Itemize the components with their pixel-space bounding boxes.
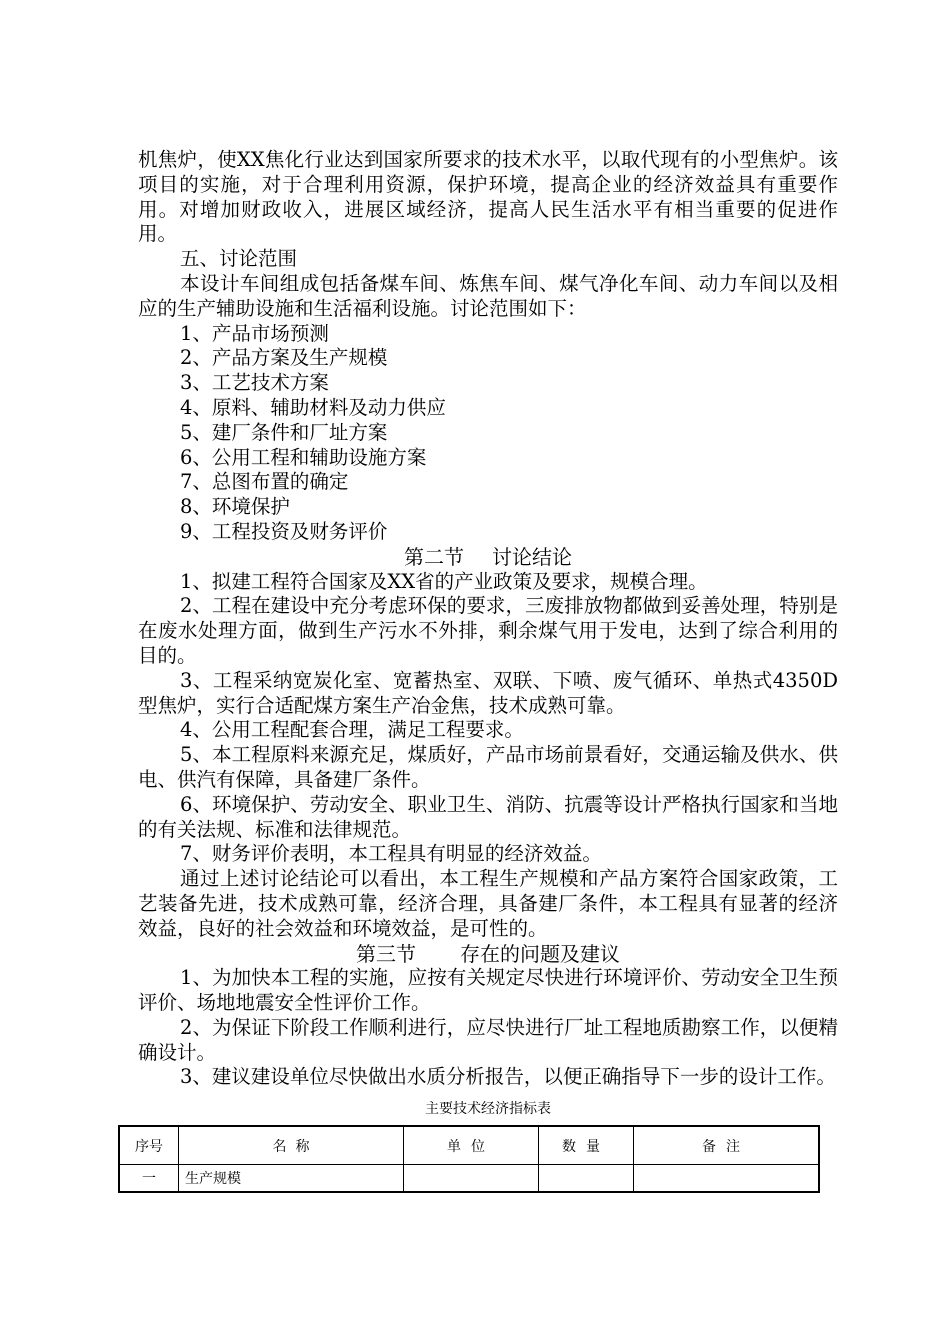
- list-item: 9、工程投资及财务评价: [180, 519, 388, 543]
- conclusion-item: 5、本工程原料来源充足，煤质好，产品市场前景看好，交通运输及供水、供电、供汽有保障，具备建厂条件。: [138, 743, 838, 791]
- list-item: 3、工艺技术方案: [180, 371, 329, 395]
- section2-heading-number: 第二节: [404, 544, 464, 569]
- cell-name: 生产规模: [179, 1165, 404, 1193]
- cell-quantity: [539, 1165, 634, 1193]
- suggestion-item: 3、建议建设单位尽快做出水质分析报告，以便正确指导下一步的设计工作。: [180, 1065, 836, 1089]
- cell-unit: [404, 1165, 539, 1193]
- list-item: 5、建厂条件和厂址方案: [180, 420, 388, 444]
- conclusion-item: 3、工程采纳宽炭化室、宽蓄热室、双联、下喷、废气循环、单热式4350D型焦炉，实行合适配煤方案生产冶金焦，技术成熟可靠。: [138, 668, 838, 717]
- suggestion-item: 2、为保证下阶段工作顺利进行，应尽快进行厂址工程地质勘察工作，以便精确设计。: [138, 1015, 838, 1064]
- list-item: 4、原料、辅助材料及动力供应: [180, 395, 446, 419]
- cell-index: 一: [119, 1165, 179, 1193]
- suggestion-item: 1、为加快本工程的实施，应按有关规定尽快进行环境评价、劳动安全卫生预评价、场地地震安全性评价工作。: [138, 966, 838, 1015]
- header-cell-name: 名 称: [179, 1126, 404, 1165]
- list-item: 2、产品方案及生产规模: [180, 346, 388, 370]
- conclusion-item: 7、财务评价表明，本工程具有明显的经济效益。: [180, 842, 602, 866]
- section3-heading: [138, 942, 838, 967]
- section3-heading-number: 第三节: [356, 941, 416, 966]
- header-cell-quantity: 数量: [539, 1126, 634, 1165]
- document-page: [135, 148, 838, 1193]
- conclusion-item: 6、环境保护、劳动安全、职业卫生、消防、抗震等设计严格执行国家和当地的有关法规、标准和法律规范。: [138, 792, 838, 841]
- section5-intro: 本设计车间组成包括备煤车间、炼焦车间、煤气净化车间、动力车间以及相应的生产辅助设施和生活福利设施。讨论范围如下：: [138, 271, 838, 320]
- conclusion-item: 1、拟建工程符合国家及XX省的产业政策及要求，规模合理。: [180, 569, 708, 593]
- table-caption: 主要技术经济指标表: [425, 1101, 551, 1118]
- paragraph-continuation: 机焦炉，使XX焦化行业达到国家所要求的技术水平，以取代现有的小型焦炉。该项目的实施，对于合理利用资源，保护环境，提高企业的经济效益具有重要作用。对增加财政收入，进展区域经济，提高人民生活水平有相当重要的促进作用。: [138, 148, 838, 246]
- list-item: 8、环境保护: [180, 495, 290, 519]
- list-item: 1、产品市场预测: [180, 321, 329, 345]
- section5-heading: 五、讨论范围: [180, 247, 298, 271]
- list-item: 7、总图布置的确定: [180, 470, 349, 494]
- conclusion-summary: 通过上述讨论结论可以看出，本工程生产规模和产品方案符合国家政策，工艺装备先进，技术成熟可靠，经济合理，具备建厂条件，本工程具有显著的经济效益，良好的社会效益和环境效益，是可性的。: [138, 867, 838, 940]
- list-item: 6、公用工程和辅助设施方案: [180, 445, 427, 469]
- table-row: [119, 1165, 819, 1193]
- header-cell-unit: 单位: [404, 1126, 539, 1165]
- section2-heading-title: 讨论结论: [492, 544, 572, 569]
- cell-remarks: [634, 1165, 820, 1193]
- conclusion-item: 2、工程在建设中充分考虑环保的要求，三废排放物都做到妥善处理，特别是在废水处理方面，做到生产污水不外排，剩余煤气用于发电，达到了综合利用的目的。: [138, 594, 838, 667]
- section3-heading-title: 存在的问题及建议: [460, 941, 620, 966]
- conclusion-item: 4、公用工程配套合理，满足工程要求。: [180, 718, 524, 742]
- indicator-table: [118, 1125, 820, 1193]
- section2-heading: [138, 545, 838, 570]
- header-cell-remarks: 备注: [634, 1126, 820, 1165]
- header-cell-index: 序号: [119, 1126, 179, 1165]
- table-header-row: [119, 1126, 819, 1165]
